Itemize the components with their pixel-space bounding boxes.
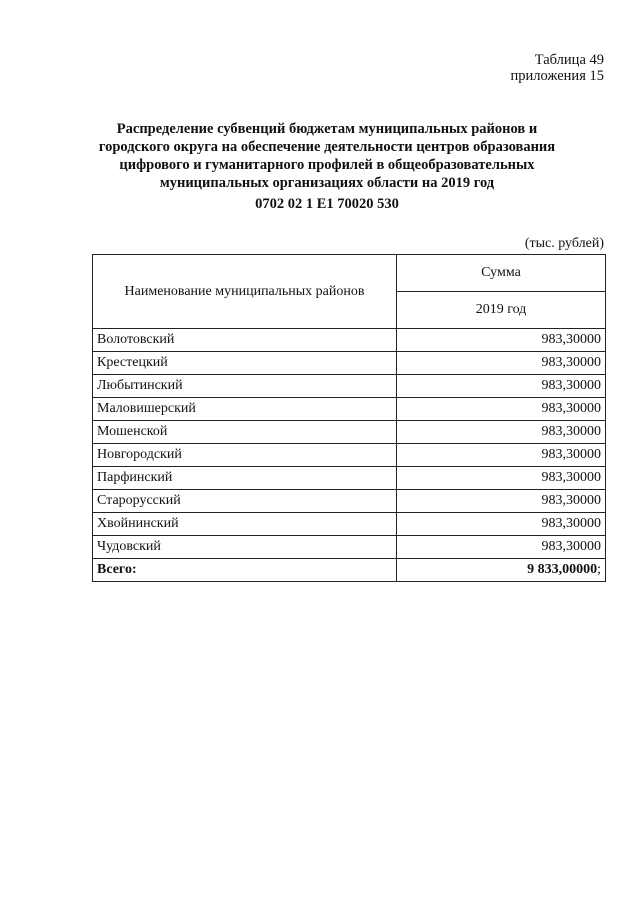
district-amount: 983,30000 [397,513,606,536]
column-header-name: Наименование муниципальных районов [93,255,397,329]
district-amount: 983,30000 [397,329,606,352]
total-amount [397,559,606,582]
district-amount: 983,30000 [397,490,606,513]
title-line: муниципальных организациях области на 2019 год [159,175,495,191]
budget-code: 0702 02 1 E1 70020 530 [255,196,399,212]
table-reference [511,52,604,84]
column-header-sum: Сумма [397,255,606,292]
table-row [93,398,606,421]
district-name: Новгородский [93,444,397,467]
district-name: Чудовский [93,536,397,559]
district-name: Старорусский [93,490,397,513]
district-name: Крестецкий [93,352,397,375]
table-row [93,536,606,559]
total-label: Всего: [93,559,397,582]
title-line: цифрового и гуманитарного профилей в общеобразовательных [119,157,535,173]
district-amount: 983,30000 [397,352,606,375]
table-row [93,375,606,398]
district-name: Маловишерский [93,398,397,421]
table-row [93,444,606,467]
district-name: Волотовский [93,329,397,352]
title-line: Распределение субвенций бюджетам муниципальных районов и [116,121,538,137]
table-row [93,490,606,513]
district-name: Парфинский [93,467,397,490]
table-row [93,329,606,352]
table-row [93,421,606,444]
table-row [93,513,606,536]
district-amount: 983,30000 [397,444,606,467]
total-suffix: ; [597,562,601,577]
column-header-year: 2019 год [397,292,606,329]
units-label: (тыс. рублей) [524,236,604,251]
total-row [93,559,606,582]
total-value: 9 833,00000 [527,562,598,577]
distribution-table [92,254,606,582]
document-title [92,120,562,192]
title-line: городского округа на обеспечение деятельности центров образования [98,139,556,155]
table-number: Таблица 49 [534,52,604,68]
district-amount: 983,30000 [397,467,606,490]
appendix-label: приложения 15 [510,68,604,84]
table-row [93,467,606,490]
district-amount: 983,30000 [397,536,606,559]
district-name: Мошенской [93,421,397,444]
district-name: Любытинский [93,375,397,398]
district-amount: 983,30000 [397,398,606,421]
table-row [93,352,606,375]
district-name: Хвойнинский [93,513,397,536]
district-amount: 983,30000 [397,421,606,444]
district-amount: 983,30000 [397,375,606,398]
